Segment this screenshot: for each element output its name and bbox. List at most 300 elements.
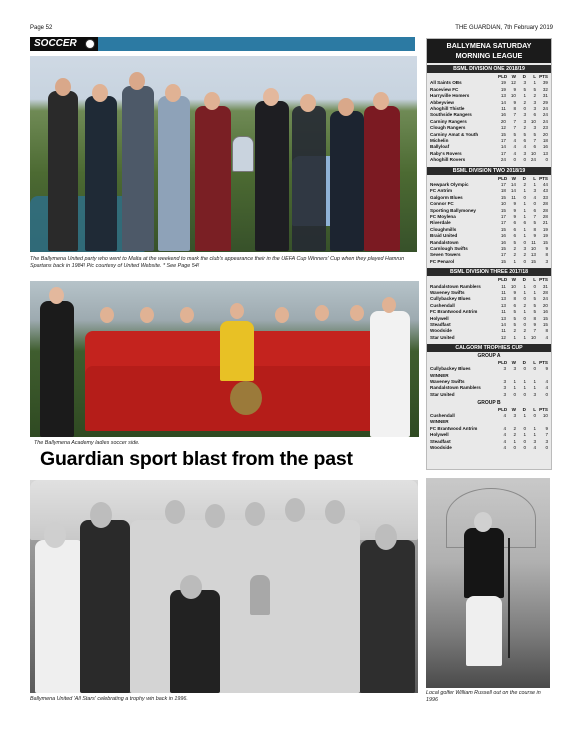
photo-academy-ladies <box>30 281 419 437</box>
table-cell: 13 <box>500 296 506 302</box>
table-cell: 1 <box>523 226 526 232</box>
table-cell: 3 <box>545 258 548 264</box>
team-name: Star United <box>430 334 455 340</box>
table-cell: 3 <box>523 246 526 251</box>
team-name: Braid United <box>430 233 458 239</box>
table-cell: 6 <box>513 302 516 308</box>
column-header: L <box>533 175 536 181</box>
table-cell: 1 <box>523 214 526 219</box>
team-name: Carniny Rangers <box>430 118 467 124</box>
table-cell: 11 <box>501 309 506 315</box>
table-cell: 2 <box>523 99 526 105</box>
column-header: PTS <box>539 74 548 79</box>
division-two-title: BSML DIVISION TWO 2018/19 <box>427 167 551 175</box>
table-cell: 20 <box>542 131 548 137</box>
table-cell: 16 <box>500 239 506 245</box>
table-cell: 3 <box>523 112 526 118</box>
team-name: Cloughmills <box>430 226 457 232</box>
column-header: PLD <box>498 406 508 412</box>
table-cell: 7 <box>533 214 536 219</box>
team-name: Waveney Swifts <box>430 378 465 384</box>
league-title <box>427 39 551 63</box>
table-cell: 11 <box>501 290 506 295</box>
team-name: Star United <box>430 391 455 397</box>
table-cell: 14 <box>500 99 506 105</box>
table-cell: 24 <box>542 112 548 118</box>
table-cell: 17 <box>500 220 506 226</box>
winner-label: WINNER <box>430 419 449 425</box>
table-cell: 10 <box>510 283 516 289</box>
team-name: FC Penarol <box>430 258 455 264</box>
team-name: Riverdale <box>430 220 451 226</box>
column-header: D <box>522 359 526 365</box>
table-cell: 10 <box>542 413 548 418</box>
table-cell: 1 <box>513 334 516 340</box>
team-name: Newpark Olympic <box>430 182 469 187</box>
column-header: W <box>511 359 516 365</box>
table-cell: 1 <box>523 201 526 207</box>
table-cell: 16 <box>542 144 548 150</box>
table-cell: 3 <box>503 385 506 391</box>
table-cell: 4 <box>503 432 506 438</box>
table-cell: 6 <box>533 207 536 213</box>
table-cell: 1 <box>513 385 516 391</box>
table-cell: 18 <box>542 138 548 143</box>
team-name: Ahoghill Thistle <box>430 106 465 111</box>
team-name: Cullybackey Blues <box>430 366 471 372</box>
column-header: D <box>522 175 526 181</box>
table-cell: 20 <box>500 118 506 124</box>
table-cell: 1 <box>523 283 526 289</box>
table-cell: 14 <box>510 188 516 194</box>
team-name: Ballyloaf <box>430 144 450 150</box>
table-cell: 1 <box>533 378 536 384</box>
table-cell: 0 <box>523 315 526 321</box>
table-cell: 17 <box>500 182 506 187</box>
table-cell: 9 <box>545 246 548 251</box>
table-cell: 8 <box>533 315 536 321</box>
team-name: FC Brantwood Antrim <box>430 425 478 431</box>
table-cell: 10 <box>530 334 536 340</box>
team-name: Abbeyview <box>430 99 454 105</box>
table-cell: 1 <box>523 309 526 315</box>
column-header: W <box>511 406 516 412</box>
table-cell: 0 <box>545 157 548 163</box>
league-title-line2: MORNING LEAGUE <box>455 51 523 60</box>
team-name: Carniny Amat & Youth <box>430 131 479 137</box>
table-cell: 15 <box>542 315 548 321</box>
table-cell: 3 <box>533 391 536 397</box>
table-cell: 7 <box>513 118 516 124</box>
table-cell: 1 <box>513 438 516 444</box>
football-icon <box>85 39 95 49</box>
table-cell: 13 <box>500 302 506 308</box>
table-cell: 0 <box>523 296 526 302</box>
table-cell: 29 <box>542 99 548 105</box>
table-cell: 20 <box>542 302 548 308</box>
table-cell: 7 <box>533 138 536 143</box>
team-name: Raby's Rovers <box>430 150 462 156</box>
column-header: PTS <box>539 359 548 365</box>
table-cell: 19 <box>500 80 506 86</box>
table-cell: 6 <box>513 233 516 239</box>
table-cell: 8 <box>513 106 516 111</box>
table-cell: 19 <box>542 226 548 232</box>
team-name: Woodside <box>430 328 452 334</box>
table-cell: 28 <box>542 201 548 207</box>
table-cell: 4 <box>545 385 548 391</box>
table-cell: 6 <box>513 220 516 226</box>
table-cell: 11 <box>501 283 506 289</box>
table-cell: 2 <box>523 328 526 334</box>
table-cell: 7 <box>513 125 516 131</box>
team-name: Galgorm Blues <box>430 194 463 200</box>
table-row <box>430 157 550 163</box>
table-cell: 5 <box>533 296 536 302</box>
table-cell: 4 <box>533 194 536 200</box>
table-cell: 0 <box>533 283 536 289</box>
league-title-line1: BALLYMENA SATURDAY <box>446 41 532 50</box>
column-header: PLD <box>498 359 508 365</box>
team-name: Harryville Homers <box>430 93 470 99</box>
table-cell: 3 <box>513 413 516 418</box>
table-cell: 0 <box>513 391 516 397</box>
table-cell: 5 <box>513 239 516 245</box>
table-row <box>430 335 550 341</box>
table-cell: 5 <box>513 322 516 327</box>
caption-ballymena-united-party: The Ballymena United party who went to Malta at the weekend to mark the club's appearance their in the UEFA Cup Winners' Cup when they played Hamrun Spartans back in 1984! Pic courtesy of United Website. * See Page 54! <box>30 256 405 269</box>
table-cell: 19 <box>500 86 506 92</box>
table-cell: 9 <box>513 201 516 207</box>
table-cell: 15 <box>500 258 506 264</box>
table-cell: 2 <box>513 425 516 431</box>
table-cell: 3 <box>523 150 526 156</box>
table-cell: 1 <box>533 290 536 295</box>
team-name: Carnlough Swifts <box>430 246 468 251</box>
table-cell: 28 <box>542 214 548 219</box>
caption-golfer-william-russell: Local golfer William Russell out on the course in 1996 <box>426 690 541 703</box>
column-header: PTS <box>539 277 548 283</box>
table-cell: 14 <box>510 182 516 187</box>
table-cell: 6 <box>523 220 526 226</box>
table-cell: 1 <box>523 290 526 295</box>
table-cell: 1 <box>523 334 526 340</box>
table-cell: 3 <box>533 99 536 105</box>
column-header: D <box>522 277 526 283</box>
table-cell: 12 <box>510 80 516 86</box>
column-header: PLD <box>498 74 508 79</box>
table-cell: 2 <box>513 252 516 258</box>
table-cell: 1 <box>533 432 536 438</box>
table-cell: 3 <box>523 118 526 124</box>
table-cell: 11 <box>501 106 506 111</box>
table-cell: 0 <box>523 194 526 200</box>
table-cell: 15 <box>500 207 506 213</box>
table-cell: 8 <box>545 252 548 258</box>
table-cell: 6 <box>533 112 536 118</box>
team-name: Randalstown <box>430 239 459 245</box>
table-cell: 0 <box>523 258 526 264</box>
table-cell: 15 <box>542 239 548 245</box>
table-cell: 18 <box>500 188 506 194</box>
table-cell: 6 <box>523 138 526 143</box>
table-cell: 24 <box>542 118 548 124</box>
table-cell: 6 <box>533 144 536 150</box>
table-row <box>430 445 550 451</box>
column-header: PTS <box>539 175 548 181</box>
table-cell: 1 <box>533 425 536 431</box>
table-cell: 1 <box>523 93 526 99</box>
table-cell: 3 <box>533 125 536 131</box>
table-cell: 3 <box>503 378 506 384</box>
table-cell: 2 <box>513 246 516 251</box>
photo-ballymena-united-party <box>30 56 417 252</box>
table-cell: 2 <box>523 252 526 258</box>
table-cell: 4 <box>503 438 506 444</box>
league-tables-panel <box>426 38 552 470</box>
team-name: Holywell <box>430 432 449 438</box>
table-cell: 2 <box>523 302 526 308</box>
table-cell: 1 <box>533 182 536 187</box>
table-cell: 9 <box>513 207 516 213</box>
table-cell: 1 <box>533 385 536 391</box>
division-three-title: BSML DIVISION THREE 2017/18 <box>427 268 551 276</box>
table-cell: 10 <box>530 246 536 251</box>
table-cell: 1 <box>523 413 526 418</box>
table-cell: 1 <box>523 378 526 384</box>
table-cell: 2 <box>523 125 526 131</box>
group-b-title: GROUP B <box>477 400 501 407</box>
table-cell: 4 <box>513 150 516 156</box>
team-name: Michelin <box>430 138 449 143</box>
table-cell: 17 <box>500 138 506 143</box>
table-cell: 0 <box>545 391 548 397</box>
table-cell: 24 <box>530 157 536 163</box>
table-cell: 2 <box>523 182 526 187</box>
table-cell: 3 <box>533 188 536 194</box>
team-name: Raceview FC <box>430 86 459 92</box>
column-header: W <box>511 74 516 79</box>
table-cell: 15 <box>500 226 506 232</box>
team-name: FC Moylena <box>430 214 456 219</box>
table-cell: 5 <box>533 220 536 226</box>
team-name: Randalstown Ramblers <box>430 385 481 391</box>
team-name: Woodside <box>430 445 452 450</box>
table-cell: 31 <box>542 93 548 99</box>
photo-all-stars-1996 <box>30 480 418 693</box>
table-cell: 2 <box>533 93 536 99</box>
table-cell: 4 <box>503 413 506 418</box>
table-cell: 17 <box>500 150 506 156</box>
table-cell: 3 <box>503 391 506 397</box>
table-cell: 0 <box>523 157 526 163</box>
table-cell: 17 <box>500 214 506 219</box>
table-cell: 5 <box>533 86 536 92</box>
table-cell: 43 <box>542 188 548 194</box>
table-cell: 24 <box>542 296 548 302</box>
table-cell: 10 <box>510 93 516 99</box>
table-cell: 3 <box>503 366 506 372</box>
team-name: All Saints OBs <box>430 80 462 86</box>
photo-golfer-william-russell <box>426 478 550 688</box>
table-cell: 1 <box>513 258 516 264</box>
table-cell: 28 <box>542 290 548 295</box>
column-header: D <box>522 406 526 412</box>
division-one-title: BSML DIVISION ONE 2018/19 <box>427 65 551 73</box>
table-cell: 0 <box>545 445 548 450</box>
table-cell: 23 <box>542 125 548 131</box>
table-cell: 5 <box>533 309 536 315</box>
table-cell: 0 <box>533 366 536 372</box>
table-cell: 14 <box>500 144 506 150</box>
table-cell: 16 <box>542 309 548 315</box>
table-cell: 2 <box>513 432 516 438</box>
page-number: Page 52 <box>30 25 53 31</box>
table-cell: 9 <box>545 425 548 431</box>
table-cell: 9 <box>513 86 516 92</box>
table-cell: 1 <box>523 432 526 438</box>
table-cell: 32 <box>542 86 548 92</box>
table-cell: 8 <box>533 226 536 232</box>
team-name: Connor FC <box>430 201 454 207</box>
table-cell: 0 <box>523 438 526 444</box>
caption-all-stars-1996: Ballymena United 'All Stars' celebrating a trophy win back in 1996. <box>30 696 188 702</box>
table-cell: 1 <box>523 207 526 213</box>
table-cell: 0 <box>533 201 536 207</box>
table-cell: 0 <box>523 445 526 450</box>
table-cell: 10 <box>530 118 536 124</box>
table-cell: 14 <box>500 322 506 327</box>
table-cell: 3 <box>533 438 536 444</box>
table-cell: 15 <box>500 131 506 137</box>
table-cell: 7 <box>533 328 536 334</box>
table-cell: 0 <box>523 239 526 245</box>
table-cell: 12 <box>500 125 506 131</box>
table-cell: 15 <box>530 258 536 264</box>
headline-blast-from-the-past: Guardian sport blast from the past <box>40 448 353 470</box>
column-header: D <box>522 74 526 79</box>
team-name: FC Antrim <box>430 188 453 194</box>
column-header: L <box>533 406 536 412</box>
table-cell: 4 <box>545 334 548 340</box>
table-cell: 28 <box>542 207 548 213</box>
team-name: Cushendall <box>430 302 455 308</box>
table-cell: 8 <box>513 296 516 302</box>
column-header: W <box>511 277 516 283</box>
column-header: L <box>533 74 536 79</box>
column-header: PLD <box>498 175 508 181</box>
table-cell: 12 <box>500 334 506 340</box>
table-cell: 0 <box>523 322 526 327</box>
team-name: Clough Rangers <box>430 125 466 131</box>
table-cell: 4 <box>545 378 548 384</box>
group-a-title: GROUP A <box>477 353 501 360</box>
column-header: PTS <box>539 406 548 412</box>
table-cell: 10 <box>500 201 506 207</box>
table-cell: 9 <box>545 366 548 372</box>
table-cell: 5 <box>513 315 516 321</box>
table-cell: 1 <box>523 188 526 194</box>
team-name: Steadfast <box>430 322 451 327</box>
team-name: Southside Rangers <box>430 112 472 118</box>
table-cell: 5 <box>523 86 526 92</box>
table-row <box>430 259 550 265</box>
team-name: Cullybackey Blues <box>430 296 471 302</box>
table-cell: 15 <box>542 322 548 327</box>
table-cell: 4 <box>523 144 526 150</box>
table-cell: 13 <box>530 252 536 258</box>
table-cell: 9 <box>533 322 536 327</box>
table-cell: 16 <box>500 112 506 118</box>
table-cell: 10 <box>530 150 536 156</box>
table-cell: 9 <box>513 290 516 295</box>
team-name: Cushendall <box>430 413 455 418</box>
winner-label: WINNER <box>430 372 449 378</box>
table-cell: 39 <box>542 80 548 86</box>
table-cell: 7 <box>545 432 548 438</box>
table-cell: 0 <box>523 106 526 111</box>
table-cell: 5 <box>513 309 516 315</box>
table-cell: 1 <box>513 378 516 384</box>
team-name: FC Brantwood Antrim <box>430 309 478 315</box>
table-cell: 13 <box>542 150 548 156</box>
table-cell: 1 <box>523 233 526 239</box>
column-header: L <box>533 359 536 365</box>
table-cell: 3 <box>523 80 526 86</box>
team-name: Seven Towers <box>430 252 461 258</box>
table-cell: 11 <box>531 239 536 245</box>
table-cell: 3 <box>513 366 516 372</box>
cup-title: CALGORM TROPHIES CUP <box>427 344 551 352</box>
table-cell: 13 <box>500 93 506 99</box>
table-cell: 6 <box>513 226 516 232</box>
table-cell: 3 <box>533 106 536 111</box>
table-cell: 15 <box>500 246 506 251</box>
table-cell: 9 <box>533 233 536 239</box>
table-cell: 24 <box>500 157 506 163</box>
table-cell: 4 <box>503 445 506 450</box>
team-name: Waveney Swifts <box>430 290 465 295</box>
table-cell: 4 <box>513 138 516 143</box>
table-cell: 0 <box>523 366 526 372</box>
table-cell: 44 <box>542 182 548 187</box>
table-cell: 21 <box>542 220 548 226</box>
table-cell: 2 <box>513 328 516 334</box>
table-cell: 0 <box>523 425 526 431</box>
team-name: Sporting Ballymoney <box>430 207 476 213</box>
table-cell: 19 <box>542 233 548 239</box>
table-cell: 0 <box>513 157 516 163</box>
table-cell: 0 <box>513 445 516 450</box>
table-cell: 0 <box>533 413 536 418</box>
table-cell: 5 <box>533 131 536 137</box>
caption-academy-ladies: The Ballymena Academy ladies soccer side. <box>34 440 140 446</box>
table-cell: 1 <box>523 385 526 391</box>
column-header: PLD <box>498 277 508 283</box>
table-cell: 17 <box>500 252 506 258</box>
table-cell: 31 <box>542 283 548 289</box>
table-cell: 1 <box>533 80 536 86</box>
table-cell: 24 <box>542 106 548 111</box>
masthead-date: THE GUARDIAN, 7th February 2019 <box>455 25 553 31</box>
table-cell: 16 <box>500 233 506 239</box>
table-cell: 5 <box>533 302 536 308</box>
team-name: Steadfast <box>430 438 451 444</box>
table-cell: 8 <box>545 328 548 334</box>
team-name: Holywell <box>430 315 449 321</box>
table-cell: 9 <box>513 99 516 105</box>
table-cell: 13 <box>500 315 506 321</box>
